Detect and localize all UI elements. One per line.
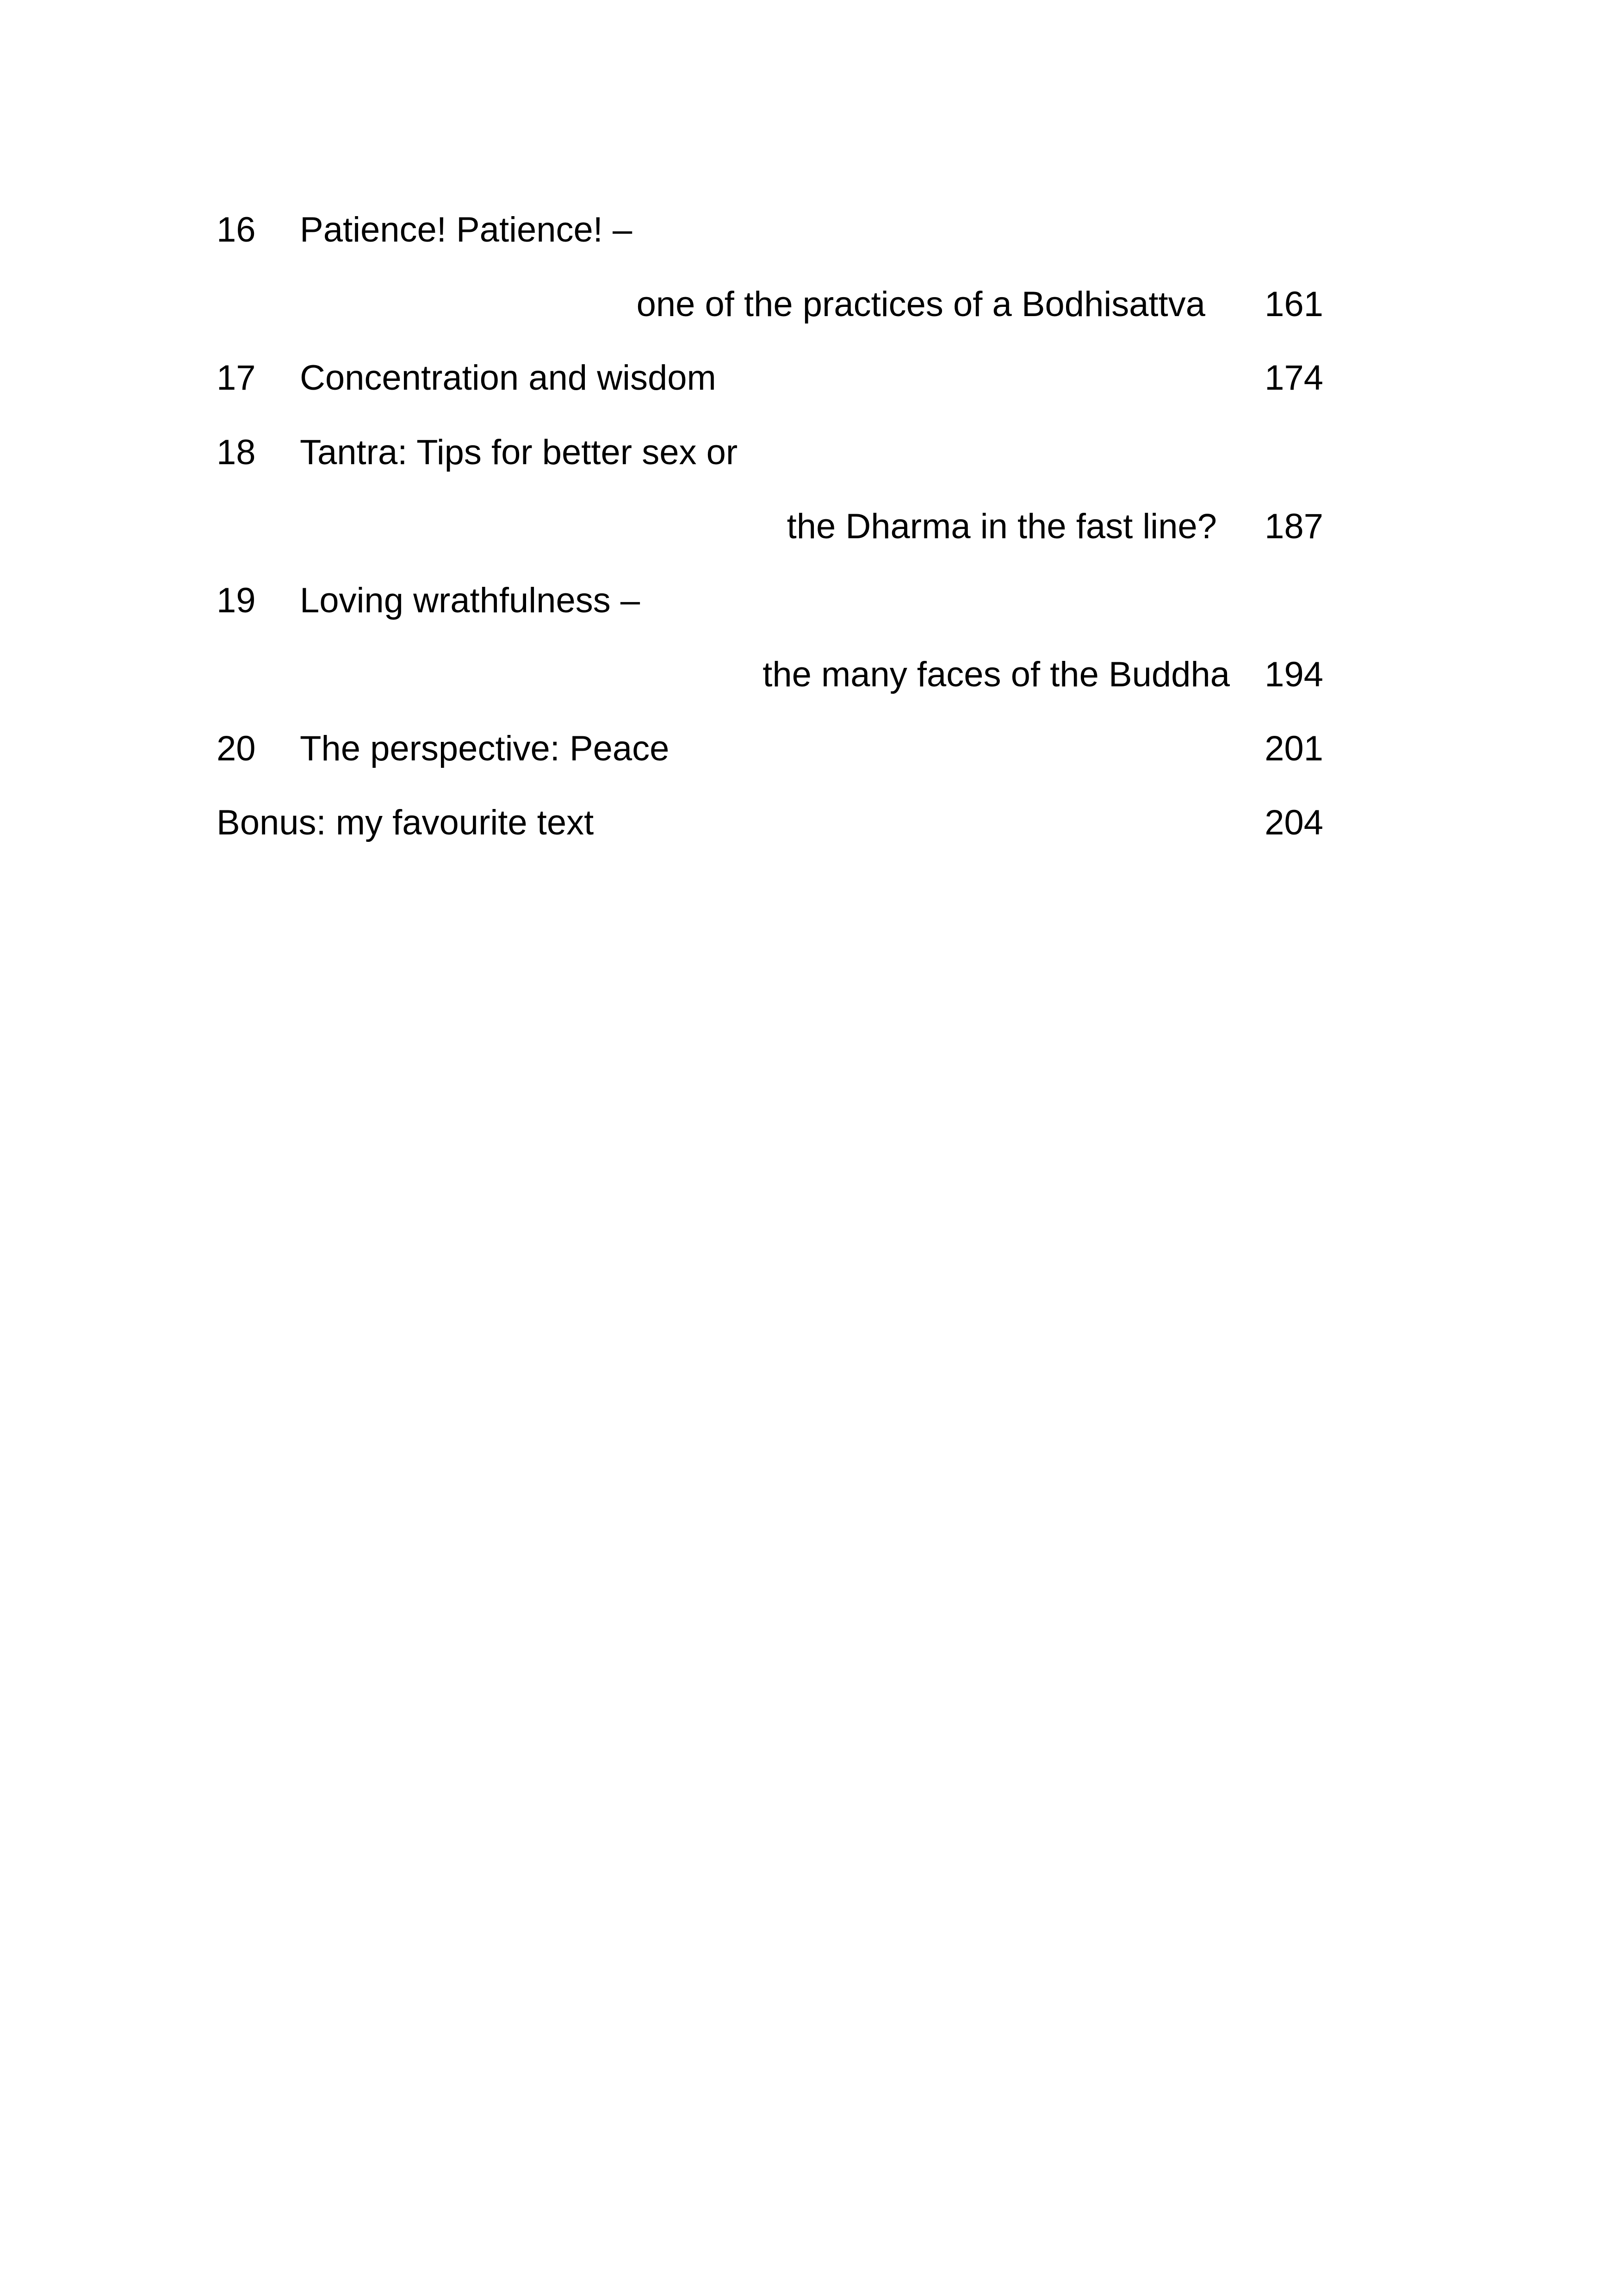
toc-bonus-page: 204 — [1265, 803, 1323, 842]
toc-entry-number: 19 — [217, 581, 256, 620]
toc-entry-title: The perspective: Peace — [300, 729, 670, 768]
toc-entry-title: Concentration and wisdom — [300, 358, 716, 398]
toc-entry-title-continuation: the Dharma in the fast line? — [787, 507, 1217, 546]
toc-entry-title: Tantra: Tips for better sex or — [300, 433, 738, 472]
toc-entry-title: Patience! Patience! – — [300, 210, 632, 249]
toc-entry-number: 18 — [217, 433, 256, 472]
toc-bonus-title: Bonus: my favourite text — [217, 803, 594, 842]
toc-entry-title: Loving wrathfulness – — [300, 581, 640, 620]
toc-entry-number: 16 — [217, 210, 256, 249]
toc-entry-page: 174 — [1265, 358, 1323, 398]
toc-entry-number: 17 — [217, 358, 256, 398]
toc-entry-page: 201 — [1265, 729, 1323, 768]
toc-entry-title-continuation: one of the practices of a Bodhisattva — [636, 285, 1205, 324]
toc-entry-page: 161 — [1265, 285, 1323, 324]
toc-entry-title-continuation: the many faces of the Buddha — [763, 655, 1230, 694]
toc-entry-page: 194 — [1265, 655, 1323, 694]
toc-entry-number: 20 — [217, 729, 256, 768]
toc-entry-page: 187 — [1265, 507, 1323, 546]
